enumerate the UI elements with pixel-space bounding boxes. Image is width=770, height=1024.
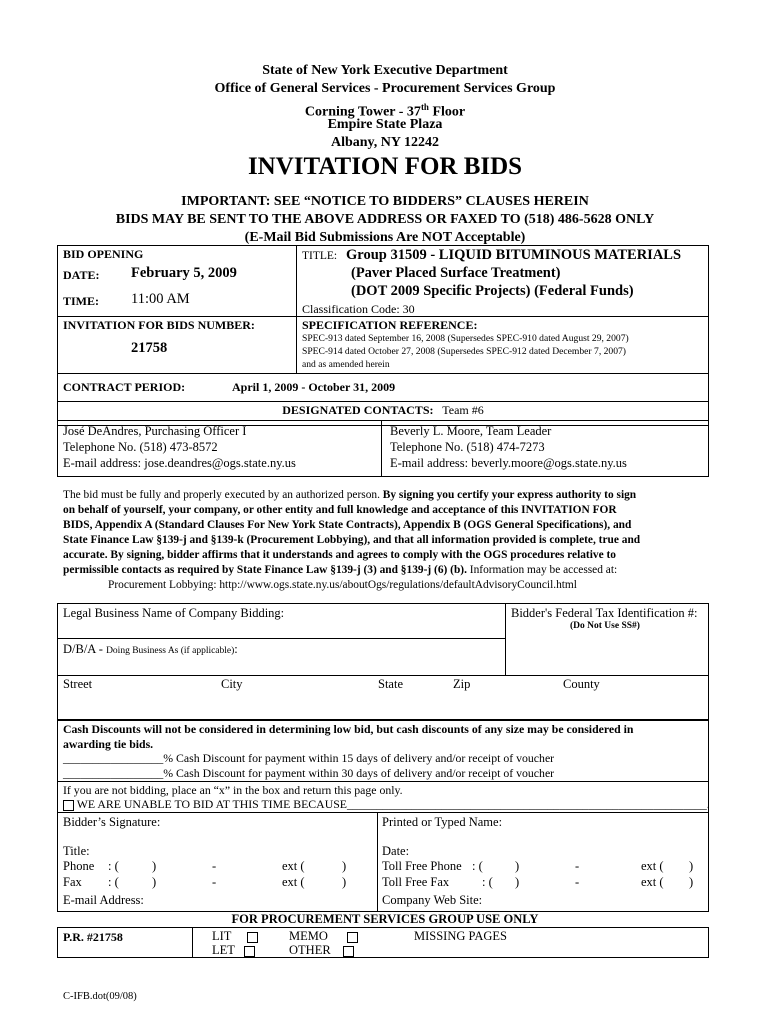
certification-line-2: on behalf of yourself, your company, or other entity and full knowledge and acceptance of this INVITATION FOR bbox=[63, 504, 617, 516]
spec-line-1: SPEC-913 dated September 16, 2008 (Supersedes SPEC-910 dated August 29, 2007) bbox=[302, 333, 629, 344]
contact-left-email: E-mail address: jose.deandres@ogs.state.ny.us bbox=[63, 456, 296, 470]
document-title: INVITATION FOR BIDS bbox=[247, 153, 523, 180]
unable-to-bid-checkbox[interactable] bbox=[63, 800, 74, 811]
fax-dash: - bbox=[212, 875, 217, 889]
ifb-number: 21758 bbox=[131, 340, 168, 356]
fax-area-open: : ( bbox=[108, 875, 119, 889]
dba-label[interactable]: D/B/A - Doing Business As (if applicable): bbox=[63, 642, 238, 656]
bid-title-line1: Group 31509 - LIQUID BITUMINOUS MATERIALS bbox=[346, 247, 682, 263]
legal-business-name-label[interactable]: Legal Business Name of Company Bidding: bbox=[63, 606, 285, 620]
time-label: TIME: bbox=[63, 294, 99, 308]
cash-discount-notice-2: awarding tie bids. bbox=[63, 737, 154, 751]
contact-right-name: Beverly L. Moore, Team Leader bbox=[390, 424, 552, 438]
toll-fax-ext: ext ( bbox=[641, 875, 664, 889]
certification-line-1: The bid must be fully and properly executed by an authorized person. By signing you certify your express authority to sign bbox=[63, 489, 637, 501]
toll-phone-ext-close: ) bbox=[689, 859, 694, 873]
bid-opening-label: BID OPENING bbox=[63, 247, 144, 261]
memo-checkbox[interactable] bbox=[347, 932, 358, 943]
plaza-name: Empire State Plaza bbox=[327, 117, 443, 132]
phone-ext-close: ) bbox=[342, 859, 347, 873]
phone-area-close: ) bbox=[152, 859, 157, 873]
building-floor: Corning Tower - 37th Floor bbox=[304, 102, 466, 120]
lit-checkbox[interactable] bbox=[247, 932, 258, 943]
city-label[interactable]: City bbox=[221, 677, 243, 691]
other-option[interactable]: OTHER bbox=[289, 943, 354, 958]
let-checkbox[interactable] bbox=[244, 946, 255, 957]
certification-line-3: BIDS, Appendix A (Standard Clauses For New York State Contracts), Appendix B (OGS General Specifications), and bbox=[63, 519, 632, 531]
let-option[interactable]: LET bbox=[212, 943, 255, 958]
fax-area-close: ) bbox=[152, 875, 157, 889]
county-label[interactable]: County bbox=[563, 677, 600, 691]
title-label: TITLE: bbox=[302, 250, 338, 262]
not-bidding-instruction: If you are not bidding, place an “x” in the box and return this page only. bbox=[63, 783, 403, 797]
unable-to-bid[interactable]: WE ARE UNABLE TO BID AT THIS TIME BECAUSE_____________________________________________________________. bbox=[63, 797, 710, 812]
contact-left-name: José DeAndres, Purchasing Officer I bbox=[63, 424, 247, 438]
contract-period-label: CONTRACT PERIOD: bbox=[63, 380, 186, 394]
date-label: DATE: bbox=[63, 268, 100, 282]
fax-ext-close: ) bbox=[342, 875, 347, 889]
bid-date: February 5, 2009 bbox=[131, 265, 237, 281]
phone-ext-label: ext ( bbox=[282, 859, 305, 873]
tax-id-label[interactable]: Bidder's Federal Tax Identification #: bbox=[511, 606, 698, 620]
certification-line-4: State Finance Law §139-j and §139-k (Procurement Lobbying), and that all information provided is complete, true and bbox=[63, 534, 641, 546]
toll-fax-close: ) bbox=[515, 875, 520, 889]
lobbying-link[interactable]: Procurement Lobbying: http://www.ogs.state.ny.us/aboutOgs/regulations/defaultAdvisoryCouncil.html bbox=[108, 579, 577, 591]
toll-phone-dash: - bbox=[575, 859, 580, 873]
discount-30-days[interactable]: _________________% Cash Discount for payment within 30 days of delivery and/or receipt of voucher bbox=[63, 766, 555, 780]
classification-code: Classification Code: 30 bbox=[302, 302, 415, 316]
important-notice: IMPORTANT: SEE “NOTICE TO BIDDERS” CLAUSES HEREIN bbox=[181, 194, 589, 209]
cash-discount-notice-1: Cash Discounts will not be considered in determining low bid, but cash discounts of any size may be considered in bbox=[63, 722, 634, 736]
discount-15-days[interactable]: _________________% Cash Discount for payment within 15 days of delivery and/or receipt of voucher bbox=[63, 751, 555, 765]
fax-ext-label: ext ( bbox=[282, 875, 305, 889]
designated-contacts: DESIGNATED CONTACTS: Team #6 bbox=[282, 403, 484, 417]
agency-name: State of New York Executive Department bbox=[262, 63, 508, 78]
state-label[interactable]: State bbox=[378, 677, 403, 691]
zip-label[interactable]: Zip bbox=[453, 677, 471, 691]
toll-free-phone-label[interactable]: Toll Free Phone bbox=[382, 859, 462, 873]
toll-phone-ext: ext ( bbox=[641, 859, 664, 873]
ifb-number-label: INVITATION FOR BIDS NUMBER: bbox=[63, 318, 255, 332]
company-website-label[interactable]: Company Web Site: bbox=[382, 893, 483, 907]
toll-phone-open: : ( bbox=[472, 859, 483, 873]
bid-time: 11:00 AM bbox=[131, 291, 190, 307]
form-id: C-IFB.dot(09/08) bbox=[63, 991, 137, 1002]
contact-left-phone: Telephone No. (518) 473-8572 bbox=[63, 440, 218, 454]
toll-free-fax-label[interactable]: Toll Free Fax bbox=[382, 875, 450, 889]
spec-line-3: and as amended herein bbox=[302, 359, 390, 370]
phone-label[interactable]: Phone bbox=[63, 859, 95, 873]
no-ssn-note: (Do Not Use SS#) bbox=[570, 621, 640, 631]
contact-right-email: E-mail address: beverly.moore@ogs.state.ny.us bbox=[390, 456, 627, 470]
bid-title-line3: (DOT 2009 Specific Projects) (Federal Funds) bbox=[351, 283, 634, 299]
street-label[interactable]: Street bbox=[63, 677, 93, 691]
contact-right-phone: Telephone No. (518) 474-7273 bbox=[390, 440, 545, 454]
toll-fax-open: : ( bbox=[482, 875, 493, 889]
other-checkbox[interactable] bbox=[343, 946, 354, 957]
toll-fax-ext-close: ) bbox=[689, 875, 694, 889]
memo-option[interactable]: MEMO bbox=[289, 929, 358, 944]
spec-reference-label: SPECIFICATION REFERENCE: bbox=[302, 318, 478, 332]
bidder-signature-label[interactable]: Bidder’s Signature: bbox=[63, 815, 161, 829]
toll-fax-dash: - bbox=[575, 875, 580, 889]
email-address-label[interactable]: E-mail Address: bbox=[63, 893, 144, 907]
pr-number: P.R. #21758 bbox=[63, 930, 123, 944]
title-field-label[interactable]: Title: bbox=[63, 844, 90, 858]
toll-phone-close: ) bbox=[515, 859, 520, 873]
date-field-label[interactable]: Date: bbox=[382, 844, 410, 858]
printed-name-label[interactable]: Printed or Typed Name: bbox=[382, 815, 503, 829]
spec-line-2: SPEC-914 dated October 27, 2008 (Supersedes SPEC-912 dated December 7, 2007) bbox=[302, 346, 626, 357]
missing-pages-label: MISSING PAGES bbox=[414, 929, 507, 943]
office-name: Office of General Services - Procurement Services Group bbox=[214, 81, 556, 96]
email-notice: (E-Mail Bid Submissions Are NOT Acceptable) bbox=[244, 230, 526, 245]
fax-label[interactable]: Fax bbox=[63, 875, 82, 889]
city-address: Albany, NY 12242 bbox=[330, 135, 439, 150]
contract-period: April 1, 2009 - October 31, 2009 bbox=[232, 380, 396, 394]
phone-dash: - bbox=[212, 859, 217, 873]
certification-line-6: permissible contacts as required by State Finance Law §139-j (3) and §139-j (6) (b). Information may be accessed at: bbox=[63, 564, 618, 576]
certification-line-5: accurate. By signing, bidder affirms that it understands and agrees to comply with the OGS procedures relative to bbox=[63, 549, 616, 561]
office-use-box bbox=[57, 927, 709, 958]
phone-area-open: : ( bbox=[108, 859, 119, 873]
bids-fax-notice: BIDS MAY BE SENT TO THE ABOVE ADDRESS OR FAXED TO (518) 486-5628 ONLY bbox=[115, 212, 655, 227]
bid-title-line2: (Paver Placed Surface Treatment) bbox=[351, 265, 561, 281]
office-use-heading: FOR PROCUREMENT SERVICES GROUP USE ONLY bbox=[231, 912, 539, 926]
lit-option[interactable]: LIT bbox=[212, 929, 258, 944]
